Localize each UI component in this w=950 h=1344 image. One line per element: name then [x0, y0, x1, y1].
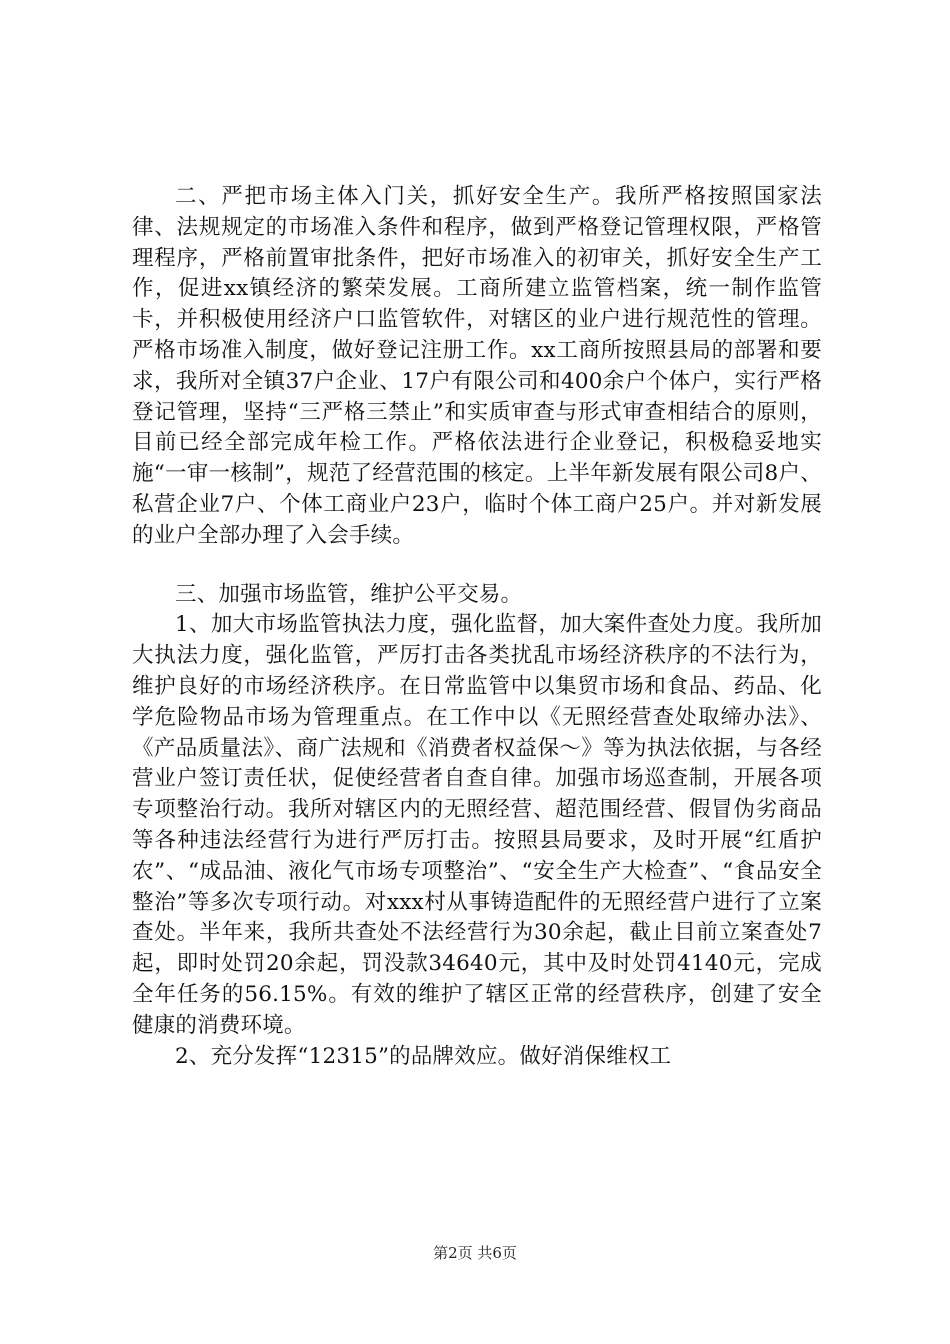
section-heading-market-supervision: 三、加强市场监管，维护公平交易。: [175, 581, 523, 607]
paragraph-market-entry: 二、严把市场主体入门关，抓好安全生产。我所严格按照国家法律、法规规定的市场准入条件和程序，做到严格登记管理权限，严格管理程序，严格前置审批条件，把好市场准入的初审关，抓好安全生产工作，促进xx镇经济的繁荣发展。工商所建立监管档案，统一制作监管卡，并积极使用经济户口监管软件，对辖区的业户进行规范性的管理。严格市场准入制度，做好登记注册工作。xx工商所按照县局的部署和要求，我所对全镇37户企业、17户有限公司和400余户个体户，实行严格登记管理，坚持“三严格三禁止”和实质审查与形式审查相结合的原则，目前已经全部完成年检工作。严格依法进行企业登记，积极稳妥地实施“一审一核制”，规范了经营范围的核定。上半年新发展有限公司8户、私营企业7户、个体工商业户23户，临时个体工商户25户。并对新发展的业户全部办理了入会手续。: [132, 184, 822, 548]
page-number-footer: 第2页 共6页: [433, 1244, 517, 1262]
paragraph-enforcement: 1、加大市场监管执法力度，强化监督，加大案件查处力度。我所加大执法力度，强化监管，严厉打击各类扰乱市场经济秩序的不法行为，维护良好的市场经济秩序。在日常监管中以集贸市场和食品、药品、化学危险物品市场为管理重点。在工作中以《无照经营查处取缔办法》、《产品质量法》、商广法规和《消费者权益保～》等为执法依据，与各经营业户签订责任状，促使经营者自查自律。加强市场巡查制，开展各项专项整治行动。我所对辖区内的无照经营、超范围经营、假冒伪劣商品等各种违法经营行为进行严厉打击。按照县局要求，及时开展“红盾护农”、“成品油、液化气市场专项整治”、“安全生产大检查”、“食品安全整治”等多次专项行动。对xxx村从事铸造配件的无照经营户进行了立案查处。半年来，我所共查处不法经营行为30余起，截止目前立案查处7起，即时处罚20余起，罚没款34640元，其中及时处罚4140元，完成全年任务的56.15%。有效的维护了辖区正常的经营秩序，创建了安全健康的消费环境。: [132, 612, 822, 1038]
document-body: [132, 182, 822, 1072]
paragraph-12315-brand: 2、充分发挥“12315”的品牌效应。做好消保维权工: [175, 1043, 672, 1069]
